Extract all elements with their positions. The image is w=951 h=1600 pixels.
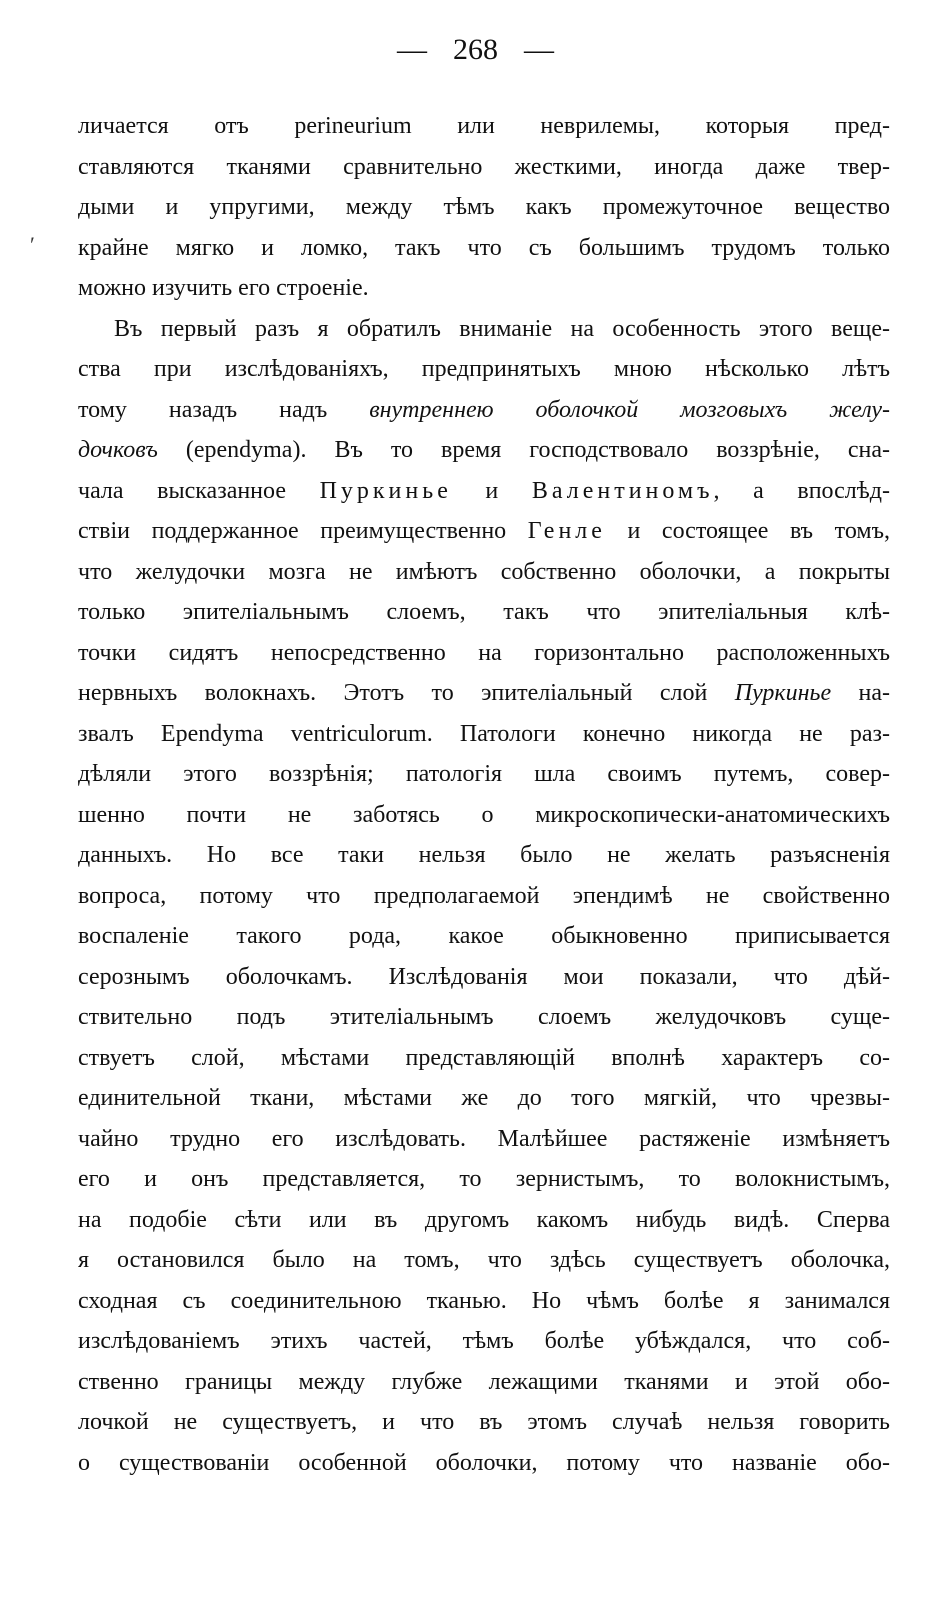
text-segment: , а впослѣд- [713, 477, 890, 504]
text-line: ставляются тканями сравнительно жесткими, иногда даже твер- [78, 153, 890, 180]
text-line: Въ первый разъ я обратилъ вниманіе на особенность этого веще- [114, 315, 890, 342]
text-line: чайно трудно его изслѣдовать. Малѣйшее растяженіе измѣняетъ [78, 1125, 890, 1152]
text-segment: (ependyma). Въ то время господствовало воззрѣніе, сна- [157, 437, 890, 463]
text-line: только эпителіальнымъ слоемъ, такъ что эпителіальныя клѣ- [78, 599, 890, 625]
text-line: его и онъ представляется, то зернистымъ, то волокнистымъ, [78, 1166, 890, 1192]
text-line: изслѣдованіемъ этихъ частей, тѣмъ болѣе убѣждался, что соб- [78, 1328, 890, 1354]
page-header [0, 28, 951, 72]
text-line [78, 511, 890, 552]
spaced-name: Пуркинье [319, 477, 452, 504]
text-line [78, 430, 890, 471]
italic-term: дочковъ [78, 437, 158, 463]
text-line: шенно почти не заботясь о микроскопически-анатомическихъ [78, 801, 890, 828]
text-line: я остановился было на томъ, что здѣсь существуетъ оболочка, [78, 1247, 890, 1273]
text-line: сходная съ соединительною тканью. Но чѣмъ болѣе я занимался [78, 1287, 890, 1314]
spaced-name: Валентиномъ [531, 477, 714, 504]
text-line: дѣляли этого воззрѣнія; патологія шла своимъ путемъ, совер- [78, 761, 890, 787]
text-line: звалъ Ependyma ventriculorum. Патологи конечно никогда не раз- [78, 720, 890, 747]
margin-mark: ′ [30, 232, 35, 257]
body-text [78, 106, 890, 1483]
text-segment: ствіи поддержанное преимущественно [78, 518, 528, 544]
text-segment: чала высказанное [78, 477, 320, 504]
text-line [78, 673, 890, 714]
text-line: вопроса, потому что предполагаемой эпендимѣ не свойственно [78, 882, 890, 909]
text-line: ственно границы между глубже лежащими тканями и этой обо- [78, 1368, 890, 1395]
text-line: крайне мягко и ломко, такъ что съ большимъ трудомъ только [78, 234, 890, 261]
text-line: что желудочки мозга не имѣютъ собственно оболочки, а покрыты [78, 558, 890, 585]
text-line: личается отъ perineurium или неврилемы, которыя пред- [78, 113, 890, 139]
text-line: единительной ткани, мѣстами же до того мягкій, что чрезвы- [78, 1085, 890, 1111]
spaced-name: Генле [527, 518, 606, 544]
text-line: точки сидятъ непосредственно на горизонтально расположенныхъ [78, 639, 890, 666]
text-line: о существованіи особенной оболочки, потому что названіе обо- [78, 1449, 890, 1476]
text-line: воспаленіе такого рода, какое обыкновенно приписывается [78, 923, 890, 949]
text-line: ствительно подъ этителіальнымъ слоемъ желудочковъ суще- [78, 1004, 890, 1030]
text-line: ства при изслѣдованіяхъ, предпринятыхъ мною нѣсколько лѣтъ [78, 356, 890, 382]
text-segment: тому назадъ надъ [78, 396, 370, 423]
header-dash-left: — [397, 33, 427, 66]
text-line: данныхъ. Но все таки нельзя было не желать разъясненія [78, 842, 890, 868]
text-segment: и [451, 477, 532, 504]
text-line: можно изучить его строеніе. [78, 275, 369, 301]
text-segment: и состоящее въ томъ, [605, 518, 890, 544]
text-line: ствуетъ слой, мѣстами представляющій вполнѣ характеръ со- [78, 1044, 890, 1071]
text-line: на подобіе сѣти или въ другомъ какомъ нибудь видѣ. Сперва [78, 1206, 890, 1233]
text-segment: нервныхъ волокнахъ. Этотъ то эпителіальный слой [78, 680, 735, 706]
text-segment: на- [831, 680, 890, 706]
italic-term: Пуркинье [734, 680, 832, 706]
text-line [78, 471, 890, 512]
italic-term: внутреннею оболочкой мозговыхъ желу- [369, 396, 890, 423]
text-line: дыми и упругими, между тѣмъ какъ промежуточное вещество [78, 194, 890, 220]
text-line [78, 390, 890, 431]
page-number: 268 [453, 33, 498, 66]
text-line: лочкой не существуетъ, и что въ этомъ случаѣ нельзя говорить [78, 1409, 890, 1435]
text-line: серознымъ оболочкамъ. Изслѣдованія мои показали, что дѣй- [78, 963, 890, 990]
header-dash-right: — [524, 33, 554, 66]
